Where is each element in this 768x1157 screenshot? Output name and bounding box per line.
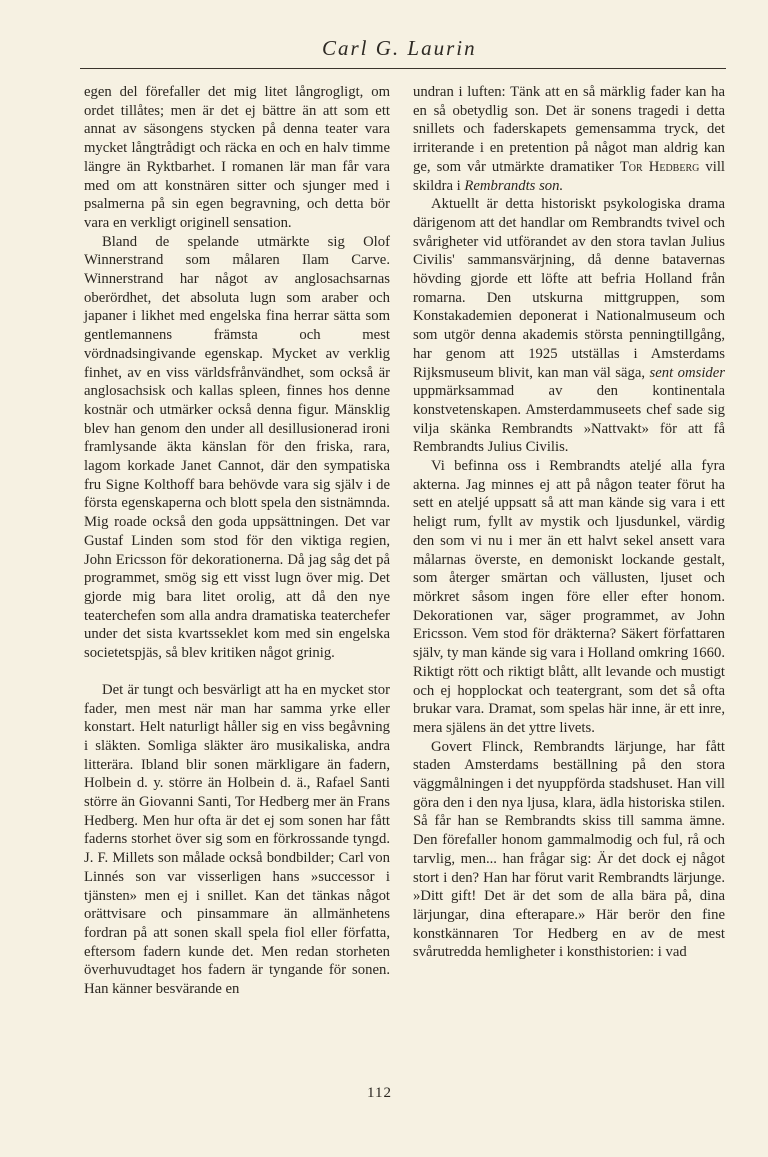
page-number: 112: [367, 1085, 392, 1101]
left-paragraph-2: Bland de spelande utmärkte sig Olof Winnerstrand som målaren Ilam Carve. Winnerstrand har något av anglosachsarnas oberördhet, det absoluta lugn som araber och japaner i likhet med engelska fina herrar sätta som gentlemannens främsta och mest vördnadsingivande egenskap. Mycket av verklig finhet, av en viss världsfrånvändhet, som också är anglosachsisk och kallas spleen, finnes hos denne kostnär och utmärker också denna figur. Mänsklig blev han genom den under all desillusionerad ironi framlysande äkta känslan för den friska, rara, lagom korkade Janet Cannot, där den sympatiska fru Signe Kolthoff bara behövde vara sig själv i de första egenskaperna och blott spela den sistnämnda. Mig roade också den goda uppsättningen. Det var Gustaf Linden som stod för den viktiga regien, John Ericsson för dekorationerna. Då jag såg det på programmet, smög sig ett visst lugn över mig. Det gjorde mig bara litet orolig, att då den nye teaterchefen som alla andra dramatiska teaterchefer under det sista kvartsseklet kom med sin engelska societetspjäs, så blev kritiken något grinig.: [84, 233, 390, 662]
left-paragraph-3: Det är tungt och besvärligt att ha en mycket stor fader, men mest när man har samma yrke eller konstart. Helt naturligt håller sig en viss begåvning i släkten. Somliga släkter äro musikaliska, andra litterära. Ibland blir sonen märkligare än fadern, Holbein d. y. större än Holbein d. ä., Rafael Santi större än Giovanni Santi, Tor Hedberg mer än Frans Hedberg. Men hur ofta är det ej som sonen har fått faderns storhet över sig som en förkrossande tyngd. J. F. Millets son målade också bondbilder; Carl von Linnés son var visserligen hans »successor i tjänsten» men ej i snillet. Kan det tänkas något orättvisare och pinsammare än allmänhetens fordran på att sonen skall spela fiol eller författa, eftersom fadern kunde det. Men redan storheten överhuvudtaget hos fadern är tyngande för sonen. Han känner besvärande en: [84, 681, 390, 998]
right-paragraph-1: [413, 83, 725, 195]
right-paragraph-2-text: Aktuellt är detta historiskt psykologiska drama därigenom att det handlar om Rembrandts tvivel och svårigheter vid utförandet av den stora tavlan Julius Civilis' sammansvärjning, då denne batavernas hövding gjorde ett löfte att befria Holland från romarna. Den utskurna mittgruppen, som Konstakademien deponerat i Nationalmuseum och som utgör denna akademis största penningtillgång, har genom att 1925 utställas i Amsterdams Rijksmuseum blivit, kan man väl säga,: [413, 196, 725, 381]
left-column: [84, 83, 390, 999]
right-paragraph-2: [413, 195, 725, 457]
right-column: [413, 83, 725, 962]
right-paragraph-2-text-2: uppmärksammad av den kontinentala konstvetenskapen. Amsterdammuseets chef sade sig vilja skänka Rembrandts »Nattvakt» för att få Rembrandts Julius Civilis.: [413, 383, 725, 456]
running-head: Carl G. Laurin: [322, 36, 477, 60]
italic-phrase: sent omsider: [649, 364, 725, 381]
right-paragraph-1-text-2: vill skildra i: [413, 158, 725, 194]
play-title: Rembrandts son.: [464, 177, 564, 194]
right-paragraph-1-text: undran i luften: Tänk att en så märklig fader kan ha en så obetydlig son. Det är sonens tragedi i detta snillets och faderskapets gemensamma tryck, det irriterande i en pretention på något man aldrig kan ge, som vår utmärkte dramatiker: [413, 84, 725, 175]
right-paragraph-3: Vi befinna oss i Rembrandts ateljé alla fyra akterna. Jag minnes ej att på någon teater förut ha sett en ateljé uppsatt så att man kände sig vara i ett heligt rum, fyllt av mystik och ljusdunkel, värdig den som vi nu i mer än ett halvt sekel ansett vara målarnas överste, en demoniskt lockande gestalt, som återger smärtan och vällusten, ljuset och mörkret såsom ingen före eller efter honom. Dekorationen var, säger programmet, av John Ericsson. Vem stod för dräkterna? Säkert författaren själv, ty man kände sig vara i Holland omkring 1660. Riktigt rött och riktigt blått, allt levande och mustigt och ej hopplockat och teatergrant, som det så ofta brukar vara. Dramat, som spelas här inne, är ett inre, mera själens än det yttre livets.: [413, 458, 725, 736]
header-rule: [80, 68, 726, 69]
author-name: Tor Hedberg: [619, 158, 700, 175]
right-paragraph-4: Govert Flinck, Rembrandts lärjunge, har fått staden Amsterdams beställning på den stora väggmålningen i det nyuppförda stadshuset. Han vill göra den i den nya ljusa, klara, ädla historiska stilen. Så får han se Rembrandts skiss till samma ämne. Den förefaller honom gammalmodig och ful, rå och tarvlig, men... han frågar sig: Är det dock ej något stort i den? Han har förut varit Rembrandts lärjunge. »Ditt gift! Det är det som de alla bära på, dina lärjungar, dina efterapare.» Här berör den fine konstkännaren Tor Hedberg en av de mest svårutredda hemligheter i konsthistorien: i vad: [413, 738, 725, 961]
left-paragraph-1: egen del förefaller det mig litet långrogligt, om ordet tillåtes; men är det ej bättre än att som ett annat av säsongens stycken på denna teater vara mycket långtrådigt och räcka en och en halv timme längre än Ryktbarhet. I romanen lär man får vara med om att konstnären sitter och sjunger med i psalmerna på sin egen begravning, och detta bör vara en verkligt originell sensation.: [84, 84, 390, 231]
